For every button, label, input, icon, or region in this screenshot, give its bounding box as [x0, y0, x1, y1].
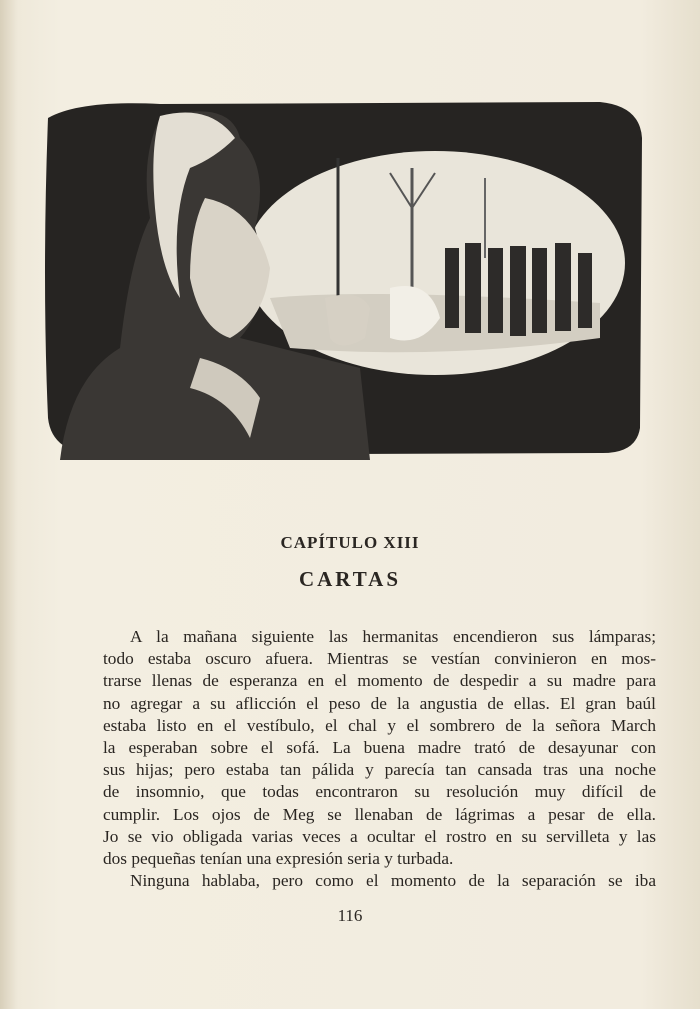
text-line: no agregar a su aflicción el peso de la angustia de ellas. El gran baúl	[103, 693, 656, 713]
text-line: Jo se vio obligada varias veces a ocultar el rostro en su servilleta y las	[103, 826, 656, 846]
page-number: 116	[337, 906, 363, 925]
text-line: estaba listo en el vestíbulo, el chal y el sombrero de la señora March	[103, 715, 656, 735]
text-line: sus hijas; pero estaba tan pálida y parecía tan cansada tras una noche	[103, 760, 656, 780]
chapter-title: CARTAS	[298, 567, 402, 591]
text-line: de insomnio, que todas encontraron su resolución muy difícil de	[103, 782, 656, 802]
text-line: A la mañana siguiente las hermanitas encendieron sus lámparas;	[130, 627, 656, 646]
text-line: la esperaban sobre el sofá. La buena madre trató de desayunar con	[103, 738, 656, 758]
chapter-illustration	[40, 98, 645, 460]
body-text	[103, 626, 656, 892]
text-line: Ninguna hablaba, pero como el momento de la separación se iba	[130, 871, 656, 891]
text-line: trarse llenas de esperanza en el momento de despedir a su madre para	[103, 671, 656, 691]
text-line: todo estaba oscuro afuera. Mientras se vestían convinieron en mos-	[103, 649, 656, 669]
text-line: dos pequeñas tenían una expresión seria y turbada.	[103, 849, 454, 869]
text-line: cumplir. Los ojos de Meg se llenaban de lágrimas a pesar de ella.	[103, 804, 656, 824]
chapter-number: CAPÍTULO XIII	[280, 533, 420, 552]
